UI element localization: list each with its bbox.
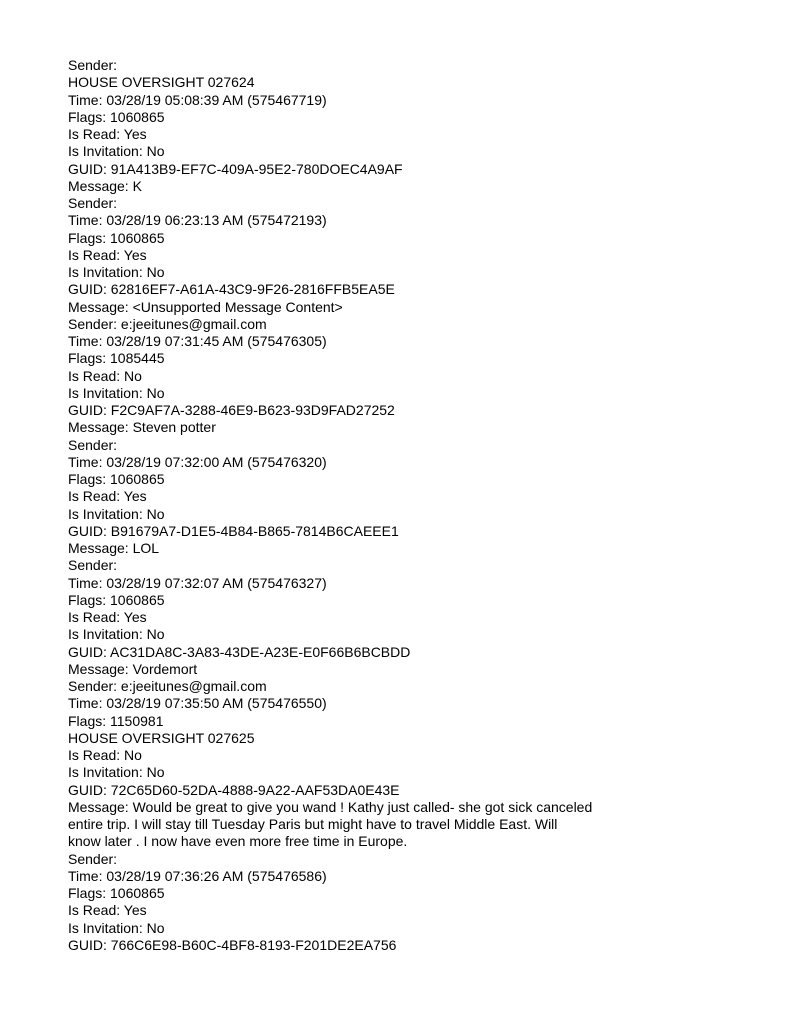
time-line: Time: 03/28/19 07:32:00 AM (575476320): [68, 453, 327, 470]
guid-line: GUID: 91A413B9-EF7C-409A-95E2-780DOEC4A9AF: [68, 160, 403, 177]
is-read-line: Is Read: Yes: [68, 609, 147, 625]
bates-stamp: HOUSE OVERSIGHT 027625: [68, 729, 255, 746]
sender-label: Sender:: [68, 57, 118, 73]
long-message-line-3: know later . I now have even more free time in Europe.: [68, 833, 408, 850]
message-line: Message: K: [68, 177, 142, 194]
guid-line: GUID: 62816EF7-A61A-43C9-9F26-2816FFB5EA5E: [68, 281, 395, 298]
flags-line: Flags: 1085445: [68, 350, 165, 367]
long-message-line-2: entire trip. I will stay till Tuesday Paris but might have to travel Middle East. Will: [68, 816, 558, 832]
flags-line: Flags: 1060865: [68, 108, 165, 125]
is-invitation-line: Is Invitation: No: [68, 626, 165, 643]
guid-line: GUID: AC31DA8C-3A83-43DE-A23E-E0F66B6BCBDD: [68, 643, 411, 660]
message-line: Message: Vordemort: [68, 660, 198, 677]
long-message-line-1: Message: Would be great to give you wand ! Kathy just called- she got sick canceled: [68, 798, 593, 815]
time-line: Time: 03/28/19 07:32:07 AM (575476327): [68, 574, 327, 591]
flags-line: Flags: 1150981: [68, 712, 164, 729]
flags-line: Flags: 1060865: [68, 885, 165, 901]
is-invitation-line: Is Invitation: No: [68, 264, 165, 280]
guid-line: GUID: F2C9AF7A-3288-46E9-B623-93D9FAD27252: [68, 402, 395, 418]
is-read-line: Is Read: No: [68, 367, 142, 384]
bates-stamp: HOUSE OVERSIGHT 027624: [68, 74, 255, 91]
sender-line: Sender: e:jeeitunes@gmail.com: [68, 678, 267, 694]
flags-line: Flags: 1060865: [68, 471, 165, 487]
time-line: Time: 03/28/19 07:36:26 AM (575476586): [68, 867, 327, 884]
sender-label: Sender:: [68, 557, 118, 574]
time-line: Time: 03/28/19 07:35:50 AM (575476550): [68, 695, 327, 712]
is-read-line: Is Read: Yes: [68, 246, 147, 263]
is-invitation-line: Is Invitation: No: [68, 505, 165, 522]
is-read-line: Is Read: Yes: [68, 126, 147, 142]
time-line: Time: 03/28/19 05:08:39 AM (575467719): [68, 91, 327, 108]
is-invitation-line: Is Invitation: No: [68, 384, 165, 401]
guid-line: GUID: B91679A7-D1E5-4B84-B865-7814B6CAEEE1: [68, 522, 399, 539]
sender-label: Sender:: [68, 195, 118, 211]
time-line: Time: 03/28/19 06:23:13 AM (575472193): [68, 212, 327, 229]
guid-line: GUID: 72C65D60-52DA-4888-9A22-AAF53DA0E43E: [68, 781, 400, 798]
time-line: Time: 03/28/19 07:31:45 AM (575476305): [68, 333, 327, 349]
is-read-line: Is Read: Yes: [68, 488, 147, 505]
message-line: Message: <Unsupported Message Content>: [68, 298, 343, 315]
message-log-page: [68, 57, 708, 954]
sender-line: Sender: e:jeeitunes@gmail.com: [68, 315, 267, 332]
message-line: Message: LOL: [68, 540, 160, 556]
sender-label: Sender:: [68, 850, 118, 867]
sender-label: Sender:: [68, 436, 118, 453]
is-invitation-line: Is Invitation: No: [68, 764, 165, 781]
flags-line: Flags: 1060865: [68, 591, 165, 608]
is-invitation-line: Is Invitation: No: [68, 143, 165, 160]
is-read-line: Is Read: No: [68, 747, 142, 763]
flags-line: Flags: 1060865: [68, 229, 165, 246]
is-read-line: Is Read: Yes: [68, 902, 147, 919]
is-invitation-line: Is Invitation: No: [68, 919, 165, 936]
message-line: Message: Steven potter: [68, 419, 216, 436]
guid-line: GUID: 766C6E98-B60C-4BF8-8193-F201DE2EA756: [68, 936, 397, 953]
